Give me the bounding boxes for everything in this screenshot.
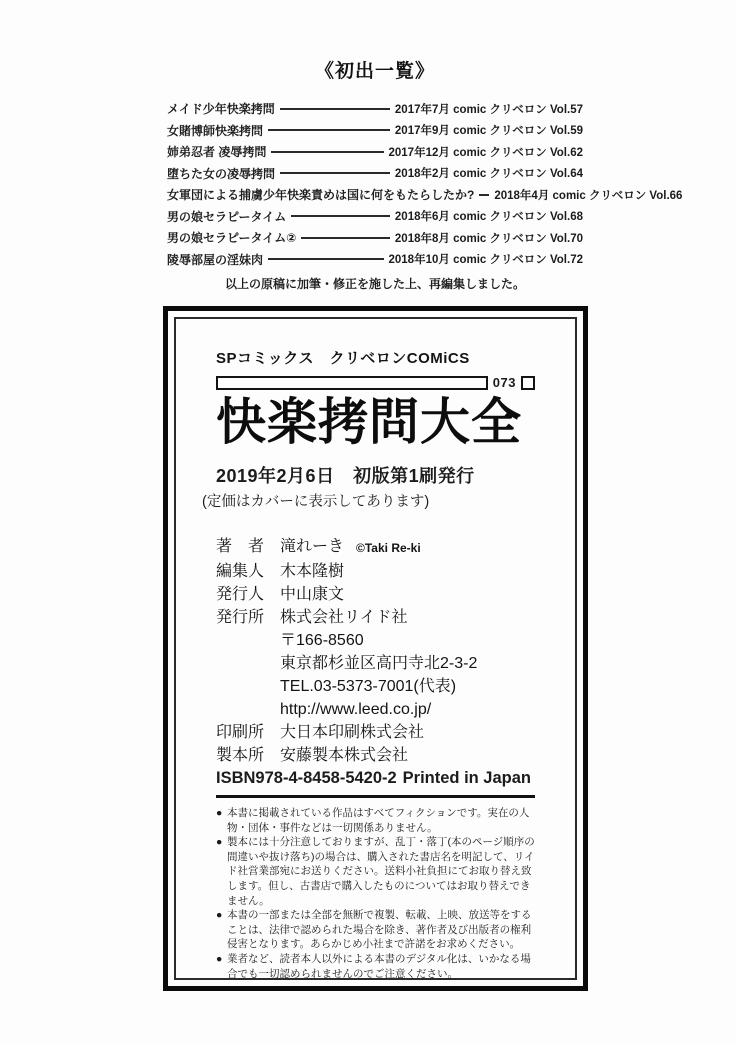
volume-number-bar	[216, 375, 535, 390]
credit-label: 発行所	[216, 609, 265, 626]
bullet-icon: ●	[216, 836, 223, 849]
isbn-row	[216, 767, 535, 790]
book-title: 快楽拷問大全	[216, 394, 522, 450]
leader-line	[301, 237, 389, 239]
publication-row	[167, 184, 683, 206]
publication-row	[167, 98, 583, 120]
work-source: 2018年4月 comic クリベロン Vol.66	[494, 189, 683, 202]
reedit-note: 以上の原稿に加筆・修正を施した上、再編集しました。	[224, 277, 525, 291]
publication-row	[167, 120, 583, 142]
credit-label: 編集人	[216, 563, 265, 580]
work-title: メイド少年快楽拷問	[167, 102, 275, 117]
publication-row	[167, 141, 583, 163]
colophon-box	[163, 306, 588, 991]
leader-line	[268, 129, 390, 131]
publication-row	[167, 227, 583, 249]
notice-fiction	[216, 806, 535, 835]
work-source: 2018年8月 comic クリベロン Vol.70	[394, 232, 583, 245]
legal-notices	[216, 806, 535, 981]
work-source: 2018年2月 comic クリベロン Vol.64	[394, 168, 583, 181]
notice-text: 本書の一部または全部を無断で複製、転載、上映、放送等をすることは、法律で認められた場合を除き、著作者及び出版者の権利侵害となります。あらかじめ小社まで許諾をお求めください。	[227, 909, 532, 951]
credit-row-author	[216, 535, 535, 560]
isbn-number: ISBN978-4-8458-5420-2	[216, 769, 397, 787]
author-copyright: ©Taki Re-ki	[356, 541, 421, 555]
work-title: 女軍団による捕虜少年快楽責めは国に何をもたらしたか?	[167, 188, 475, 203]
credit-row-printer	[216, 721, 535, 744]
credit-label: 著 者	[216, 538, 265, 555]
credit-row-publisher	[216, 606, 535, 629]
notice-digitization	[216, 952, 535, 981]
work-title: 堕ちた女の凌辱拷問	[167, 166, 276, 181]
publisher-postal-code: 〒166-8560	[280, 632, 364, 649]
publication-row	[167, 206, 583, 228]
credit-value: 大日本印刷株式会社	[280, 724, 425, 741]
work-source: 2018年6月 comic クリベロン Vol.68	[394, 211, 583, 224]
publisher-address: 東京都杉並区高円寺北2-3-2	[280, 655, 478, 672]
notice-binding	[216, 835, 535, 908]
credit-label: 発行人	[216, 586, 265, 603]
credit-label: 印刷所	[216, 724, 265, 741]
first-publication-title: 《初出一覧》	[314, 61, 435, 82]
volume-number: 073	[492, 375, 516, 390]
edition-date: 2019年2月6日 初版第1刷発行	[216, 466, 475, 486]
leader-line	[291, 215, 390, 217]
publisher-phone: TEL.03-5373-7001(代表)	[280, 678, 457, 695]
credit-value: 安藤製本株式会社	[280, 747, 409, 764]
work-title: 陵辱部屋の淫妹肉	[167, 252, 264, 267]
work-source: 2018年10月 comic クリベロン Vol.72	[388, 254, 583, 267]
printed-in-japan: Printed in Japan	[402, 769, 531, 787]
colophon-inner-frame	[174, 317, 577, 980]
credit-value: 中山康文	[280, 586, 345, 603]
publication-row	[167, 163, 583, 185]
work-source: 2017年9月 comic クリベロン Vol.59	[394, 125, 583, 138]
leader-line	[268, 258, 383, 260]
credits-block	[216, 535, 535, 767]
price-note: (定価はカバーに表示してあります)	[202, 494, 430, 510]
leader-line	[479, 194, 489, 196]
leader-line	[271, 151, 383, 153]
notice-text: 業者など、読者本人以外による本書のデジタル化は、いかなる場合でも一切認められませんのでご注意ください。	[227, 952, 531, 980]
publication-row	[167, 249, 583, 271]
bullet-icon: ●	[216, 807, 223, 819]
work-title: 女賭博師快楽拷問	[167, 123, 264, 138]
separator-rule	[216, 795, 535, 798]
bullet-icon: ●	[216, 909, 223, 922]
credit-label: 製本所	[216, 747, 265, 764]
series-name: SPコミックス クリベロンCOMiCS	[216, 350, 470, 367]
publisher-url: http://www.leed.co.jp/	[280, 701, 432, 718]
leader-line	[280, 172, 390, 174]
number-bar-rect	[216, 376, 488, 390]
work-source: 2017年7月 comic クリベロン Vol.57	[394, 103, 583, 116]
work-source: 2017年12月 comic クリベロン Vol.62	[388, 146, 583, 159]
notice-text: 本書に掲載されている作品はすべてフィクションです。実在の人物・団体・事件などは一切関係ありません。	[227, 807, 530, 834]
leader-line	[280, 108, 390, 110]
work-title: 姉弟忍者 凌辱拷問	[167, 145, 267, 160]
credit-value: 株式会社リイド社	[280, 609, 408, 626]
credit-value: 滝れーき	[280, 538, 345, 555]
notice-copyright	[216, 908, 535, 952]
credit-value: 木本隆樹	[280, 563, 345, 580]
credit-row-issuer	[216, 583, 535, 606]
notice-text: 製本には十分注意しておりますが、乱丁・落丁(本のページ順序の間違いや抜け落ち)の場合は、購入された書店名を明記して、リイド社営業部宛にお送りください。送料小社負担にてお取り替え致します。但し、古書店で購入したものについてはお取り替えできません。	[227, 836, 535, 907]
credit-row-binder	[216, 744, 535, 767]
bullet-icon: ●	[216, 952, 223, 965]
work-title: 男の娘セラピータイム②	[167, 231, 297, 246]
first-publication-section	[167, 56, 683, 292]
work-title: 男の娘セラピータイム	[167, 209, 287, 224]
number-end-square	[521, 376, 535, 390]
credit-row-editor	[216, 560, 535, 583]
